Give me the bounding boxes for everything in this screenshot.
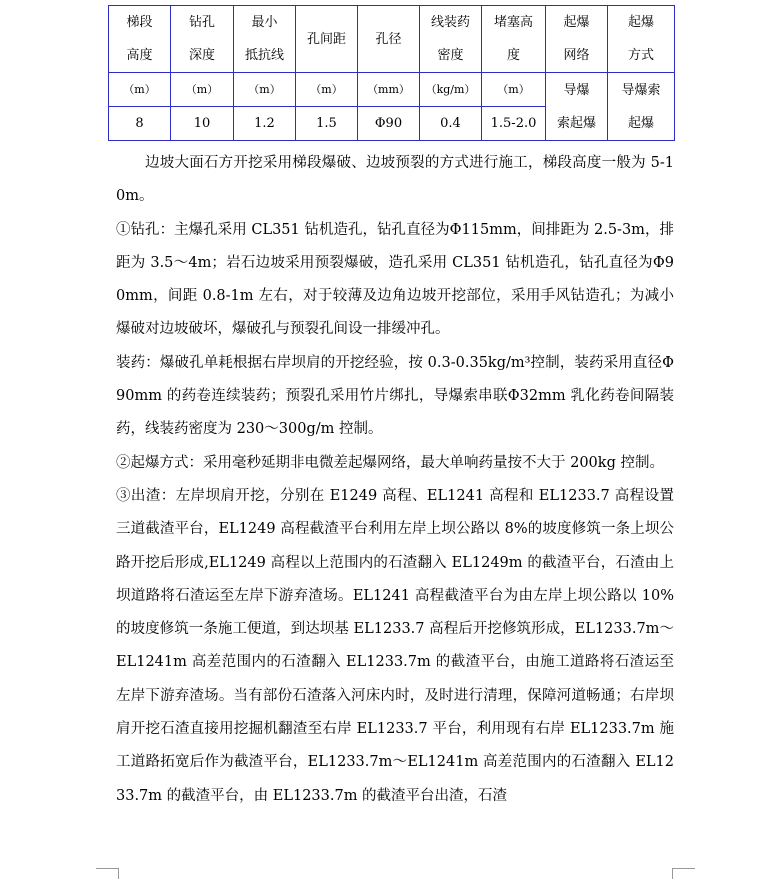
value-cell: 10 — [171, 107, 234, 141]
body-text — [116, 147, 674, 813]
header-initiation-network: 起爆 网络 — [546, 6, 608, 73]
value-cell: 1.2 — [234, 107, 296, 141]
paragraph-mucking: ③出渣：左岸坝肩开挖，分别在 E1249 高程、EL1241 高程和 EL1233.7 高程设置三道截渣平台，EL1249 高程截渣平台利用左岸上坝公路以 8%的坡度修筑一条上坝公路开挖后形成,EL1249 高程以上范围内的石渣翻入 EL1249m 的截渣平台，石渣由上坝道路将石渣运至左岸下游弃渣场。EL1241 高程截渣平台为由左岸上坝公路以 10%的坡度修筑一条施工便道，到达坝基 EL1233.7 高程后开挖修筑形成，EL1233.7m～EL1241m 高差范围内的石渣翻入 EL1233.7m 的截渣平台，由施工道路将石渣运至左岸下游弃渣场。当有部份石渣落入河床内时，及时进行清理，保障河道畅通；右岸坝肩开挖石渣直接用挖掘机翻渣至右岸 EL1233.7 平台，利用现有右岸 EL1233.7m 施工道路拓宽后作为截渣平台，EL1233.7m～EL1241m 高差范围内的石渣翻入 EL1233.7m 的截渣平台，由 EL1233.7m 的截渣平台出渣，石渣 — [116, 487, 674, 804]
paragraph-intro: 边坡大面石方开挖采用梯段爆破、边坡预裂的方式进行施工，梯段高度一般为 5-10m。 — [116, 155, 674, 205]
unit-cell: （m） — [296, 73, 358, 107]
unit-cell: （mm） — [358, 73, 420, 107]
value-cell: 8 — [109, 107, 171, 141]
value-cell: 0.4 — [420, 107, 482, 141]
page-corner-mark-right — [672, 868, 695, 879]
header-drill-depth: 钻孔 深度 — [171, 6, 234, 73]
header-hole-diameter: 孔径 — [358, 6, 420, 73]
unit-cell: （m） — [234, 73, 296, 107]
value-cell: Φ90 — [358, 107, 420, 141]
header-linear-charge-density: 线装药 密度 — [420, 6, 482, 73]
blasting-parameters-table — [108, 5, 675, 141]
table-header-row — [109, 6, 675, 73]
unit-cell: （m） — [171, 73, 234, 107]
header-bench-height: 梯段 高度 — [109, 6, 171, 73]
header-stemming-height: 堵塞高 度 — [482, 6, 546, 73]
unit-cell: （m） — [109, 73, 171, 107]
unit-cell: （m） — [482, 73, 546, 107]
value-cell: 1.5-2.0 — [482, 107, 546, 141]
paragraph-initiation: ②起爆方式：采用毫秒延期非电微差起爆网络，最大单响药量按不大于 200kg 控制。 — [116, 454, 664, 471]
table-units-row — [109, 73, 675, 107]
header-min-burden: 最小 抵抗线 — [234, 6, 296, 73]
value-cell: 1.5 — [296, 107, 358, 141]
page-corner-mark-left — [96, 868, 119, 879]
unit-cell: （kg/m） — [420, 73, 482, 107]
paragraph-drilling: ①钻孔：主爆孔采用 CL351 钻机造孔，钻孔直径为Φ115mm，间排距为 2.5-3m，排距为 3.5～4m；岩石边坡采用预裂爆破，造孔采用 CL351 钻机造孔，钻孔直径为Φ90mm，间距 0.8-1m 左右，对于较薄及边角边坡开挖部位，采用手风钻造孔；为减小爆破对边坡破坏，爆破孔与预裂孔间设一排缓冲孔。 — [116, 221, 674, 338]
header-initiation-method: 起爆 方式 — [608, 6, 675, 73]
paragraph-charging: 装药：爆破孔单耗根据右岸坝肩的开挖经验，按 0.3-0.35kg/m³控制，装药采用直径Φ90mm 的药卷连续装药；预裂孔采用竹片绑扎，导爆索串联Φ32mm 乳化药卷间隔装药，线装药密度为 230～300g/m 控制。 — [116, 354, 674, 438]
header-hole-spacing: 孔间距 — [296, 6, 358, 73]
network-cell: 导爆 索起爆 — [546, 73, 608, 141]
method-cell: 导爆索 起爆 — [608, 73, 675, 141]
